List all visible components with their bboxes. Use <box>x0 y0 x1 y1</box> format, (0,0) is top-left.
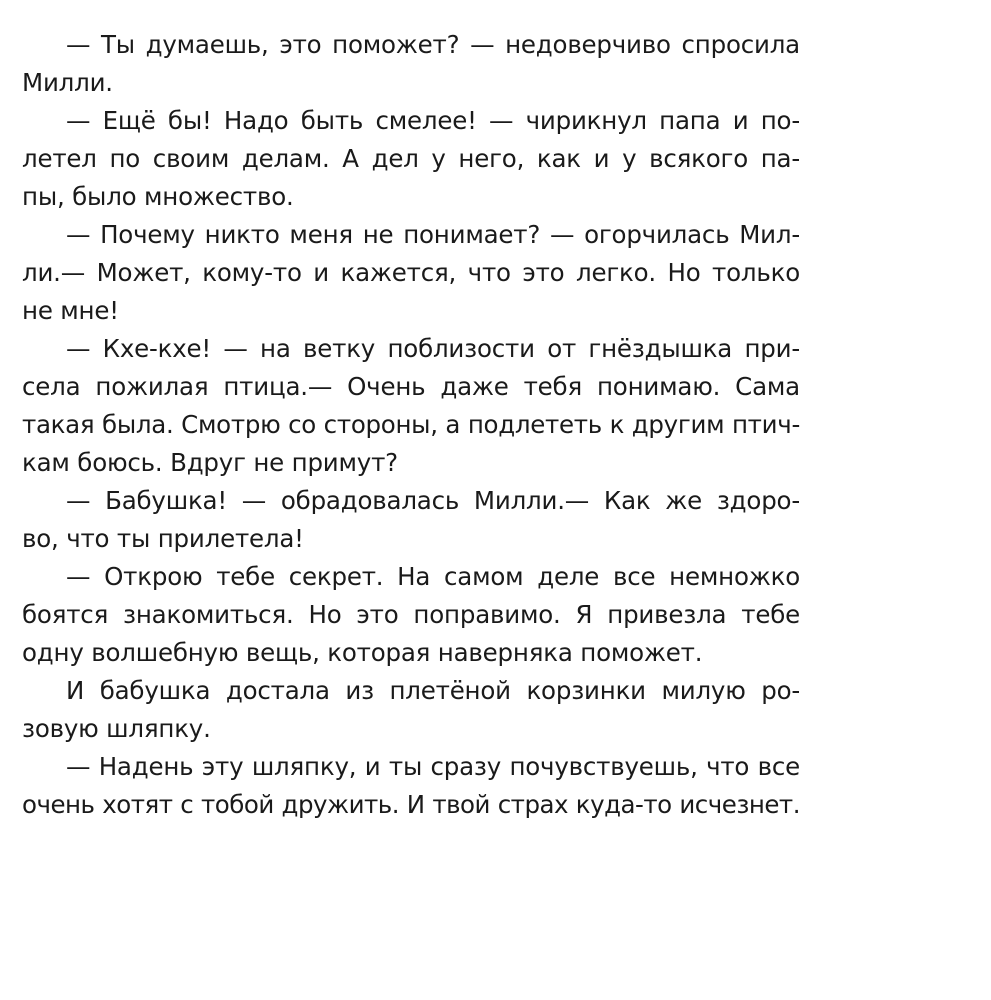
paragraph-first-line: — Надень эту шляпку, и ты сразу почувствуешь, что все <box>66 752 800 781</box>
paragraph-first-line: И бабушка достала из плетёной корзинки милую ро- <box>66 676 800 705</box>
text-line: зовую шляпку. <box>22 714 211 743</box>
text-line: ли.— Может, кому-то и кажется, что это легко. Но только <box>22 258 800 287</box>
paragraph-first-line: — Ты думаешь, это поможет? — недоверчиво спросила <box>66 30 800 59</box>
paragraph-first-line: — Ещё бы! Надо быть смелее! — чирикнул папа и по- <box>66 106 800 135</box>
paragraph-first-line: — Бабушка! — обрадовалась Милли.— Как же здоро- <box>66 486 800 515</box>
text-line: пы, было множество. <box>22 182 294 211</box>
page-text-block <box>22 26 800 824</box>
text-line: села пожилая птица.— Очень даже тебя понимаю. Сама <box>22 372 800 401</box>
text-line: одну волшебную вещь, которая наверняка поможет. <box>22 638 703 667</box>
paragraph-first-line: — Почему никто меня не понимает? — огорчилась Мил- <box>66 220 800 249</box>
text-line: очень хотят с тобой дружить. И твой страх куда-то исчезнет. <box>22 790 800 819</box>
paragraph-first-line: — Кхе-кхе! — на ветку поблизости от гнёздышка при- <box>66 334 800 363</box>
text-line: Милли. <box>22 68 113 97</box>
text-line: не мне! <box>22 296 119 325</box>
text-line: боятся знакомиться. Но это поправимо. Я привезла тебе <box>22 600 800 629</box>
paragraph-first-line: — Открою тебе секрет. На самом деле все немножко <box>66 562 800 591</box>
text-line: такая была. Смотрю со стороны, а подлететь к другим птич- <box>22 410 800 439</box>
text-line: кам боюсь. Вдруг не примут? <box>22 448 398 477</box>
text-line: летел по своим делам. А дел у него, как и у всякого па- <box>22 144 800 173</box>
text-line: во, что ты прилетела! <box>22 524 304 553</box>
